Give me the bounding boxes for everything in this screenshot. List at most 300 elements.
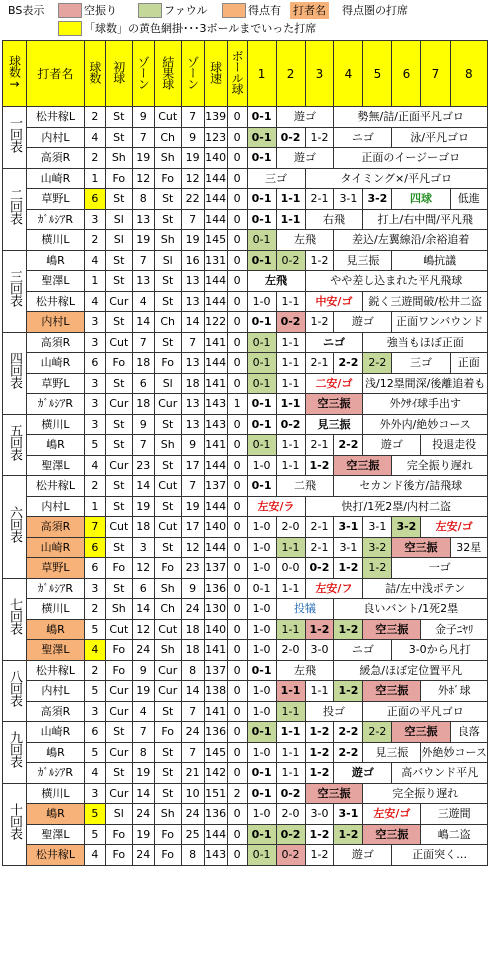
count-cell: 0-1 — [247, 476, 276, 497]
count-cell: 0-1 — [247, 722, 276, 743]
first-pitch: St — [105, 763, 132, 784]
ball-flag: 1 — [227, 394, 247, 415]
col-2-header: 2 — [276, 41, 305, 107]
result-pitch: Cut — [154, 107, 181, 128]
first-zone: 14 — [132, 312, 154, 333]
first-zone: 9 — [132, 107, 154, 128]
count-cell: 投犠 — [276, 599, 334, 620]
pitch-count: 5 — [84, 435, 105, 456]
pitch-speed: 143 — [204, 845, 227, 866]
count-cell: 外絶妙コース — [421, 742, 488, 763]
count-cell: 正面突く… — [392, 845, 488, 866]
pitch-speed: 141 — [204, 435, 227, 456]
count-cell: 3-1 — [334, 189, 363, 210]
first-zone: 24 — [132, 804, 154, 825]
count-cell: 正面 — [450, 353, 487, 374]
count-cell: 中安/ゴ — [305, 291, 363, 312]
result-zone: 18 — [181, 373, 204, 394]
count-cell: 完全振り遅れ — [363, 783, 488, 804]
pitch-speed: 144 — [204, 291, 227, 312]
count-cell: 2-1 — [305, 435, 334, 456]
batter-row — [3, 619, 488, 640]
pitch-count: 2 — [84, 476, 105, 497]
pitch-speed: 141 — [204, 701, 227, 722]
count-cell: 2-2 — [363, 722, 392, 743]
batter-row — [3, 824, 488, 845]
count-cell: 0-1 — [247, 148, 276, 169]
count-cell: 右飛 — [305, 209, 363, 230]
count-cell: 1-0 — [247, 804, 276, 825]
batter-row — [3, 312, 488, 333]
batter-row — [3, 250, 488, 271]
count-cell: 32星 — [450, 537, 487, 558]
count-cell: 0-1 — [247, 209, 276, 230]
result-pitch-header: 結果球 — [160, 55, 175, 89]
ball-flag: 0 — [227, 148, 247, 169]
batter-row — [3, 681, 488, 702]
batter-name: 山崎R — [26, 722, 84, 743]
count-cell: 2-2 — [363, 353, 392, 374]
count-cell: 1-1 — [276, 435, 305, 456]
result-zone: 7 — [181, 332, 204, 353]
count-cell: 1-1 — [276, 578, 305, 599]
result-zone: 23 — [181, 558, 204, 579]
first-pitch: Cur — [105, 783, 132, 804]
batter-name: 内村L — [26, 127, 84, 148]
batter-name: 横川L — [26, 783, 84, 804]
batter-row — [3, 558, 488, 579]
pitch-count: 3 — [84, 373, 105, 394]
pitch-count: 4 — [84, 455, 105, 476]
count-cell: 勢無/詰/正面平凡ゴロ — [334, 107, 488, 128]
result-zone: 17 — [181, 455, 204, 476]
result-zone: 19 — [181, 148, 204, 169]
result-zone: 10 — [181, 783, 204, 804]
count-cell: 空三振 — [334, 455, 392, 476]
count-cell: 2-0 — [276, 804, 305, 825]
pitch-count: 6 — [84, 558, 105, 579]
ball-flag: 0 — [227, 209, 247, 230]
result-zone: 19 — [181, 230, 204, 251]
count-cell: 高バウンド平凡 — [392, 763, 488, 784]
first-pitch: Sl — [105, 230, 132, 251]
first-pitch: Cur — [105, 291, 132, 312]
count-cell: 1-1 — [276, 722, 305, 743]
count-cell: 左飛 — [276, 660, 334, 681]
count-cell: 左安/ゴ — [363, 804, 421, 825]
batter-row — [3, 660, 488, 681]
first-zone: 8 — [132, 189, 154, 210]
ball-flag: 0 — [227, 168, 247, 189]
first-pitch-header: 初球 — [111, 61, 126, 83]
pitch-count: 5 — [84, 742, 105, 763]
pitch-speed: 140 — [204, 148, 227, 169]
first-zone: 7 — [132, 332, 154, 353]
result-pitch: Cur — [154, 660, 181, 681]
ball-flag: 0 — [227, 455, 247, 476]
result-pitch: Ch — [154, 599, 181, 620]
result-pitch: Sh — [154, 578, 181, 599]
first-zone: 19 — [132, 230, 154, 251]
count-cell: 1-1 — [276, 619, 305, 640]
batter-name: ｶﾞﾙｼｱR — [26, 394, 84, 415]
result-pitch: Fo — [154, 353, 181, 374]
count-cell: 1-0 — [247, 537, 276, 558]
first-pitch: Cut — [105, 619, 132, 640]
batter-name: 内村L — [26, 681, 84, 702]
result-pitch: St — [154, 763, 181, 784]
count-cell: 0-1 — [247, 783, 276, 804]
pitch-speed: 123 — [204, 127, 227, 148]
batter-name: 高須R — [26, 701, 84, 722]
batter-name: 嶋R — [26, 804, 84, 825]
count-cell: 遊ゴ — [276, 148, 334, 169]
pitch-count: 3 — [84, 312, 105, 333]
result-zone: 7 — [181, 107, 204, 128]
batter-row — [3, 845, 488, 866]
count-cell: 三ゴ — [247, 168, 305, 189]
count-cell: 1-0 — [247, 742, 276, 763]
count-cell: 空三振 — [305, 394, 363, 415]
count-cell: 良いバント/1死2塁 — [334, 599, 488, 620]
miss-label: 空振り — [84, 4, 117, 17]
count-cell: 2-2 — [334, 742, 363, 763]
count-cell: 2-2 — [334, 722, 363, 743]
pitch-speed: 131 — [204, 250, 227, 271]
pitch-count: 3 — [84, 701, 105, 722]
batter-name: 松井稼L — [26, 291, 84, 312]
pitch-count: 2 — [84, 107, 105, 128]
batter-name: 横川L — [26, 414, 84, 435]
count-cell: 3-1 — [363, 517, 392, 538]
pitch-speed: 139 — [204, 107, 227, 128]
pitch-speed: 130 — [204, 599, 227, 620]
count-cell: 正面の平凡ゴロ — [363, 701, 488, 722]
result-pitch: Sh — [154, 804, 181, 825]
pitch-speed: 141 — [204, 640, 227, 661]
batter-name: ｶﾞﾙｼｱR — [26, 209, 84, 230]
first-pitch: St — [105, 373, 132, 394]
first-zone: 18 — [132, 394, 154, 415]
first-zone: 24 — [132, 845, 154, 866]
count-cell: 0-1 — [247, 107, 276, 128]
pitch-count: 4 — [84, 763, 105, 784]
result-pitch: Sh — [154, 435, 181, 456]
pitch-speed: 136 — [204, 804, 227, 825]
count-cell: 1-2 — [305, 619, 334, 640]
first-pitch: Cur — [105, 394, 132, 415]
count-cell: 左飛 — [247, 271, 305, 292]
ball-flag: 0 — [227, 107, 247, 128]
result-pitch: Sh — [154, 230, 181, 251]
result-zone: 8 — [181, 845, 204, 866]
pitch-table — [2, 40, 488, 866]
batter-name: 聖澤L — [26, 640, 84, 661]
bs-label: BS表示 — [8, 4, 45, 17]
count-cell: 見三振 — [334, 250, 392, 271]
pitch-count: 4 — [84, 640, 105, 661]
first-zone: 18 — [132, 517, 154, 538]
pitch-count: 6 — [84, 722, 105, 743]
count-cell: 1-2 — [305, 312, 334, 333]
first-zone: 23 — [132, 455, 154, 476]
result-pitch: Fo — [154, 168, 181, 189]
count-cell: 1-0 — [247, 619, 276, 640]
pitch-speed: 144 — [204, 455, 227, 476]
count-cell: 空三振 — [305, 783, 363, 804]
count-cell: 1-2 — [305, 127, 334, 148]
result-zone: 19 — [181, 496, 204, 517]
count-cell: 1-1 — [276, 763, 305, 784]
count-cell: ニゴ — [334, 127, 392, 148]
first-pitch: Cut — [105, 332, 132, 353]
count-cell: 1-1 — [276, 681, 305, 702]
pitch-count: 5 — [84, 804, 105, 825]
pitch-speed: 136 — [204, 578, 227, 599]
col-4-header: 4 — [334, 41, 363, 107]
count-cell: 1-0 — [247, 291, 276, 312]
batter-row — [3, 353, 488, 374]
pitch-count: 3 — [84, 578, 105, 599]
pitch-count: 4 — [84, 127, 105, 148]
result-pitch: Ch — [154, 127, 181, 148]
count-cell: 空三振 — [363, 681, 421, 702]
first-pitch: St — [105, 189, 132, 210]
count-cell: 外ﾎﾞ球 — [421, 681, 488, 702]
batter-name: 横川L — [26, 230, 84, 251]
result-pitch: Cur — [154, 394, 181, 415]
pitch-count: 3 — [84, 783, 105, 804]
count-cell: 3-0 — [305, 804, 334, 825]
count-cell: 1-1 — [276, 189, 305, 210]
count-cell: 1-2 — [334, 558, 363, 579]
count-cell: 快打/1死2塁/内村二盗 — [305, 496, 488, 517]
result-zone: 13 — [181, 394, 204, 415]
first-zone: 12 — [132, 558, 154, 579]
count-cell: 0-1 — [247, 845, 276, 866]
count-cell: 1-1 — [276, 291, 305, 312]
count-cell: 嶋二盗 — [421, 824, 488, 845]
first-zone: 9 — [132, 660, 154, 681]
ball-header: ボール球 — [230, 50, 245, 94]
count-cell: 1-2 — [305, 763, 334, 784]
result-zone: 17 — [181, 517, 204, 538]
pitch-speed: 140 — [204, 517, 227, 538]
result-zone: 13 — [181, 271, 204, 292]
pitch-count: 2 — [84, 599, 105, 620]
count-cell: 0-1 — [247, 353, 276, 374]
count-cell: 0-1 — [247, 824, 276, 845]
result-zone: 13 — [181, 414, 204, 435]
first-zone: 13 — [132, 271, 154, 292]
count-cell: 2-1 — [305, 517, 334, 538]
batter-name: 草野L — [26, 558, 84, 579]
pitch-count: 2 — [84, 230, 105, 251]
count-cell: 遊ゴ — [334, 312, 392, 333]
batter-name: 高須R — [26, 148, 84, 169]
first-pitch: Fo — [105, 353, 132, 374]
count-cell: 0-1 — [247, 332, 276, 353]
pitch-count: 1 — [84, 271, 105, 292]
col-6-header: 6 — [392, 41, 421, 107]
result-pitch: St — [154, 209, 181, 230]
ball-flag: 0 — [227, 763, 247, 784]
pitch-speed: 144 — [204, 537, 227, 558]
result-zone: 9 — [181, 435, 204, 456]
ball-flag: 0 — [227, 660, 247, 681]
ball-flag: 0 — [227, 742, 247, 763]
pitch-count: 3 — [84, 209, 105, 230]
result-pitch: Ch — [154, 312, 181, 333]
count-cell: 1-1 — [276, 373, 305, 394]
ball-flag: 0 — [227, 599, 247, 620]
pitch-count: 3 — [84, 332, 105, 353]
first-zone: 6 — [132, 373, 154, 394]
pitch-speed: 144 — [204, 168, 227, 189]
first-pitch: St — [105, 107, 132, 128]
pitch-speed: 140 — [204, 619, 227, 640]
count-cell: 見三振 — [363, 742, 421, 763]
inning-label: 二回表 — [3, 168, 27, 250]
count-cell: 1-0 — [247, 558, 276, 579]
foul-label: ファウル — [164, 4, 208, 17]
batter-name: 内村L — [26, 496, 84, 517]
count-cell: 四球 — [392, 189, 450, 210]
pitch-speed: 137 — [204, 558, 227, 579]
batter-name: 高須R — [26, 332, 84, 353]
first-pitch: Fo — [105, 640, 132, 661]
inning-label: 七回表 — [3, 578, 27, 660]
ball-flag: 0 — [227, 127, 247, 148]
count-cell: 緩急/ほぼ定位置平凡 — [334, 660, 488, 681]
count-cell: 1-0 — [247, 701, 276, 722]
result-zone: 7 — [181, 476, 204, 497]
pitch-speed: 136 — [204, 722, 227, 743]
first-pitch: St — [105, 578, 132, 599]
pitch-count: 3 — [84, 394, 105, 415]
count-cell: 鋭く三遊間破/松井二盗 — [363, 291, 488, 312]
count-cell: 1-2 — [334, 681, 363, 702]
result-pitch: Sl — [154, 373, 181, 394]
result-zone: 21 — [181, 763, 204, 784]
count-cell: 2-0 — [276, 517, 305, 538]
count-cell: 1-1 — [276, 394, 305, 415]
count-cell: 左安/ゴ — [421, 517, 488, 538]
result-pitch: Fo — [154, 845, 181, 866]
pitch-speed: 142 — [204, 763, 227, 784]
first-zone: 4 — [132, 701, 154, 722]
count-cell: 空三振 — [392, 722, 450, 743]
batter-row — [3, 271, 488, 292]
batter-row — [3, 332, 488, 353]
miss-swatch — [58, 3, 82, 18]
first-pitch: Fo — [105, 824, 132, 845]
result-pitch: St — [154, 783, 181, 804]
pitch-speed: 144 — [204, 189, 227, 210]
count-cell: 1-1 — [276, 353, 305, 374]
ball-flag: 0 — [227, 517, 247, 538]
count-cell: 打上/右中間/平凡飛 — [363, 209, 488, 230]
batter-row — [3, 148, 488, 169]
count-cell: 0-1 — [247, 230, 276, 251]
col-7-header: 7 — [421, 41, 450, 107]
batter-row — [3, 578, 488, 599]
count-cell: 投ゴ — [305, 701, 363, 722]
result-zone: 18 — [181, 640, 204, 661]
count-cell: 良落 — [450, 722, 487, 743]
batter-row — [3, 722, 488, 743]
first-zone: 18 — [132, 353, 154, 374]
batter-row — [3, 414, 488, 435]
pitch-count: 1 — [84, 496, 105, 517]
ball-flag: 0 — [227, 250, 247, 271]
result-pitch: Sh — [154, 148, 181, 169]
count-cell: 1-1 — [276, 742, 305, 763]
batter-row — [3, 742, 488, 763]
pitch-speed: 145 — [204, 230, 227, 251]
batter-header: 打者名 — [26, 41, 84, 107]
pitch-speed: 144 — [204, 271, 227, 292]
count-cell: 0-1 — [247, 189, 276, 210]
first-pitch: Cur — [105, 701, 132, 722]
ball-flag: 0 — [227, 845, 247, 866]
inning-label: 三回表 — [3, 250, 27, 332]
batter-name: 高須R — [26, 517, 84, 538]
count-cell: 1-2 — [305, 722, 334, 743]
first-pitch: Sl — [105, 209, 132, 230]
ball-flag: 0 — [227, 722, 247, 743]
first-zone: 6 — [132, 578, 154, 599]
count-cell: 2-1 — [305, 537, 334, 558]
first-pitch: Sh — [105, 599, 132, 620]
batter-row — [3, 701, 488, 722]
count-cell: 3-0から凡打 — [392, 640, 488, 661]
result-zone: 12 — [181, 168, 204, 189]
pitch-count: 3 — [84, 414, 105, 435]
first-pitch: Fo — [105, 168, 132, 189]
first-zone: 19 — [132, 681, 154, 702]
first-zone: 19 — [132, 496, 154, 517]
first-zone: 19 — [132, 148, 154, 169]
result-pitch: St — [154, 414, 181, 435]
count-cell: 3-2 — [363, 189, 392, 210]
result-zone: 24 — [181, 722, 204, 743]
count-cell: セカンド後方/詰飛球 — [334, 476, 488, 497]
batter-name: 内村L — [26, 312, 84, 333]
count-cell: 0-2 — [276, 127, 305, 148]
count-cell: 三遊間 — [421, 804, 488, 825]
count-cell: 正面ワンバウンド — [392, 312, 488, 333]
first-zone: 3 — [132, 537, 154, 558]
ball-flag: 0 — [227, 373, 247, 394]
pitch-count: 4 — [84, 250, 105, 271]
pitches-header: 球数 — [87, 61, 102, 83]
ball-flag: 0 — [227, 230, 247, 251]
inning-label: 四回表 — [3, 332, 27, 414]
batter-name: 聖澤L — [26, 455, 84, 476]
count-cell: 3-1 — [334, 517, 363, 538]
inning-label: 一回表 — [3, 107, 27, 169]
count-cell: 1-0 — [247, 681, 276, 702]
header-row — [3, 41, 488, 107]
batter-row — [3, 394, 488, 415]
result-pitch: Sl — [154, 250, 181, 271]
count-cell: 遊ゴ — [334, 845, 392, 866]
count-cell: 2-2 — [334, 353, 363, 374]
batter-name: ｶﾞﾙｼｱR — [26, 763, 84, 784]
result-pitch: Cut — [154, 517, 181, 538]
first-zone: 7 — [132, 435, 154, 456]
